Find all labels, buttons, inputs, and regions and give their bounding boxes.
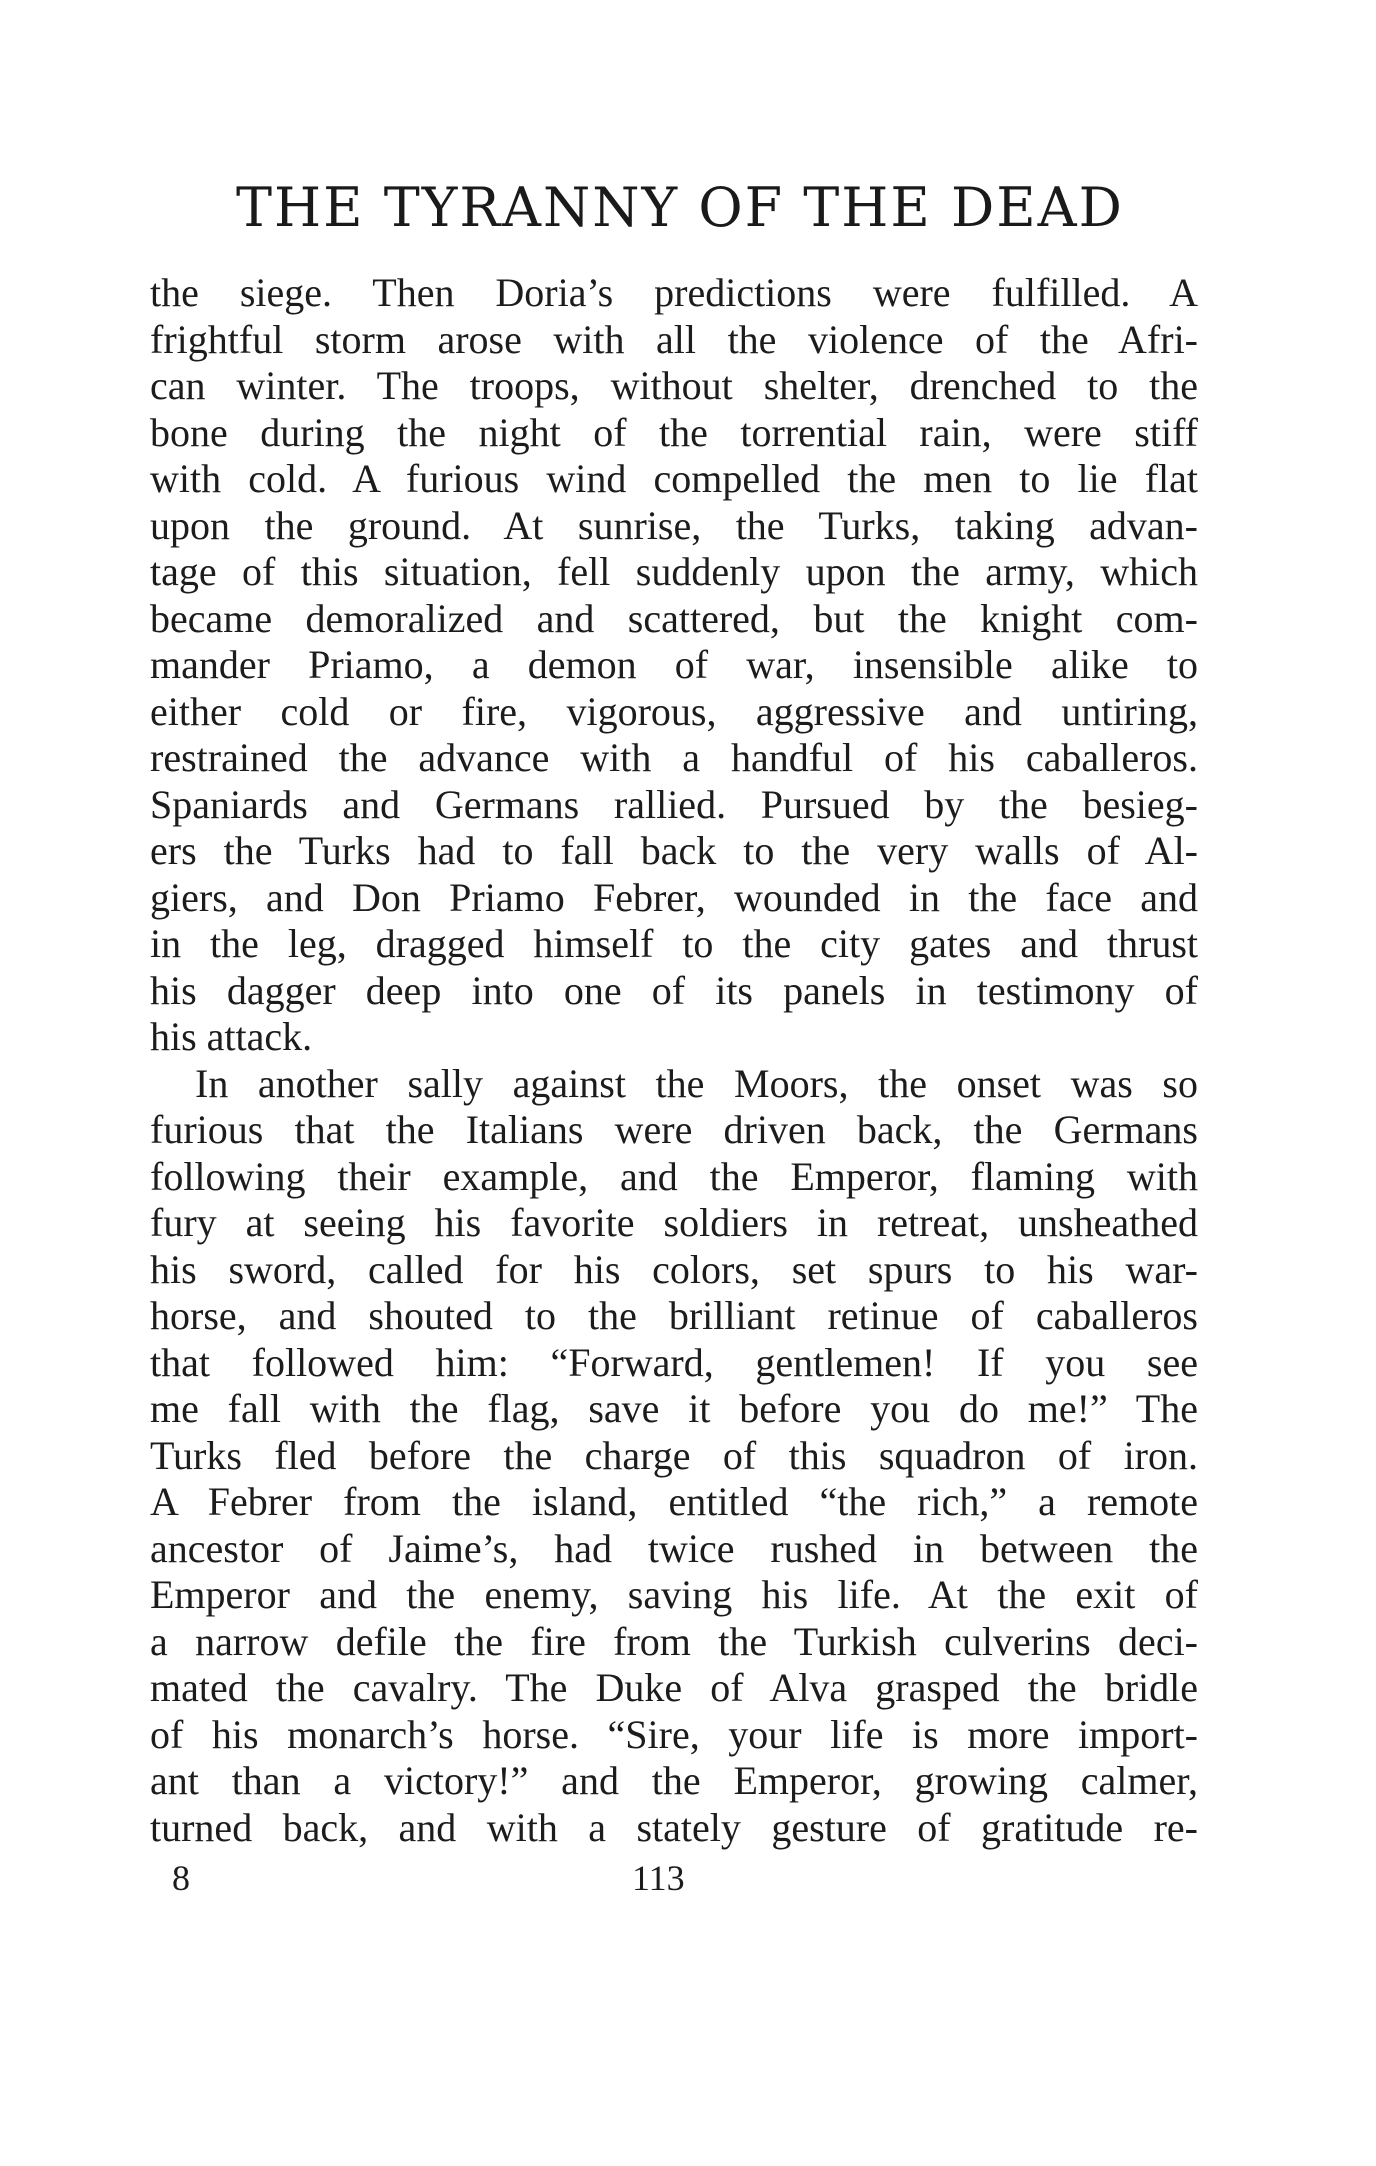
body-text <box>150 270 1198 1851</box>
text-line-paragraph-start: In another sally against the Moors, the onset was so <box>195 1060 1198 1106</box>
text-line: his dagger deep into one of its panels in testimony of <box>150 967 1198 1013</box>
text-line: in the leg, dragged himself to the city gates and thrust <box>150 921 1198 966</box>
text-line: of his monarch’s horse. “Sire, your life is more import- <box>150 1711 1198 1757</box>
text-line-paragraph-end: his attack. <box>150 1014 313 1059</box>
text-line: ant than a victory!” and the Emperor, growing calmer, <box>150 1758 1198 1803</box>
text-line: a narrow defile the fire from the Turkish culverins deci- <box>150 1618 1198 1664</box>
text-line: bone during the night of the torrential rain, were stiff <box>150 409 1198 455</box>
text-line: either cold or fire, vigorous, aggressive and untiring, <box>150 688 1198 734</box>
text-line: that followed him: “Forward, gentlemen! If you see <box>150 1339 1198 1385</box>
text-line: Turks fled before the charge of this squadron of iron. <box>150 1432 1198 1478</box>
text-line: frightful storm arose with all the violence of the Afri- <box>150 316 1198 362</box>
text-line: A Febrer from the island, entitled “the rich,” a remote <box>150 1479 1198 1524</box>
text-line: upon the ground. At sunrise, the Turks, taking advan- <box>150 502 1198 548</box>
text-line: restrained the advance with a handful of his caballeros. <box>150 735 1198 780</box>
text-line: ancestor of Jaime’s, had twice rushed in between the <box>150 1525 1198 1571</box>
running-header: THE TYRANNY OF THE DEAD <box>236 176 1124 239</box>
text-line: mander Priamo, a demon of war, insensible alike to <box>150 642 1198 687</box>
text-line: turned back, and with a stately gesture of gratitude re- <box>150 1804 1198 1850</box>
signature-mark: 8 <box>172 1858 190 1898</box>
text-line: tage of this situation, fell suddenly upon the army, which <box>150 549 1198 594</box>
text-line: his sword, called for his colors, set spurs to his war- <box>150 1246 1198 1292</box>
text-line: fury at seeing his favorite soldiers in retreat, unsheathed <box>150 1200 1198 1245</box>
text-line: ers the Turks had to fall back to the very walls of Al- <box>150 828 1198 873</box>
text-line: me fall with the flag, save it before you do me!” The <box>150 1386 1198 1431</box>
text-line: following their example, and the Emperor, flaming with <box>150 1153 1198 1199</box>
text-line: can winter. The troops, without shelter, drenched to the <box>150 363 1198 408</box>
text-line: the siege. Then Doria’s predictions were fulfilled. A <box>150 270 1198 315</box>
page-number: 113 <box>632 1858 685 1898</box>
text-line: giers, and Don Priamo Febrer, wounded in the face and <box>150 874 1198 920</box>
text-line: Emperor and the enemy, saving his life. At the exit of <box>150 1572 1198 1617</box>
text-line: furious that the Italians were driven back, the Germans <box>150 1107 1198 1152</box>
text-line: mated the cavalry. The Duke of Alva grasped the bridle <box>150 1665 1198 1710</box>
text-line: horse, and shouted to the brilliant retinue of caballeros <box>150 1293 1198 1338</box>
text-line: with cold. A furious wind compelled the men to lie flat <box>150 456 1198 501</box>
text-line: became demoralized and scattered, but the knight com- <box>150 595 1198 641</box>
text-line: Spaniards and Germans rallied. Pursued by the besieg- <box>150 781 1198 827</box>
